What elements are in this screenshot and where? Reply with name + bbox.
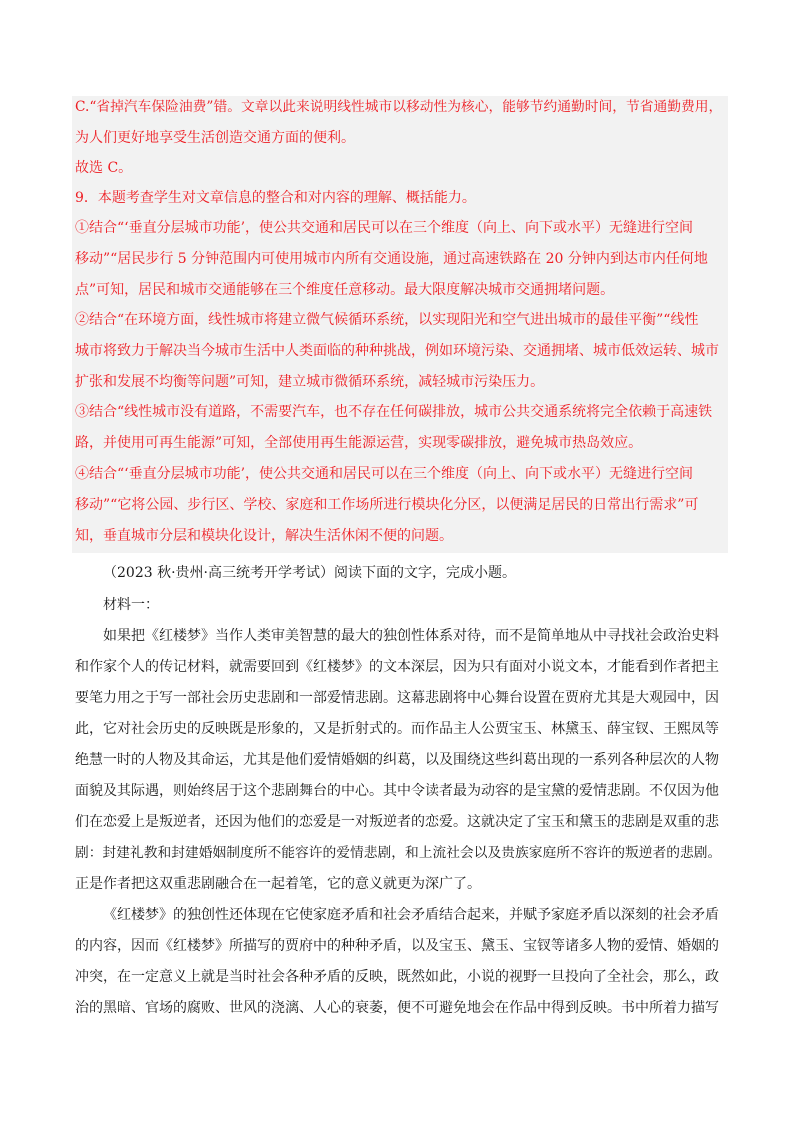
answer-line: 点”可知，居民和城市交通能够在三个维度任意移动。最大限度解决城市交通拥堵问题。 — [75, 282, 615, 298]
answer-line: 移动”“居民步行 5 分钟范围内可使用城市内所有交通设施，通过高速铁路在 20 分钟内到达市内任何地 — [75, 251, 708, 267]
answer-line: 扩张和发展不均衡等问题”可知，建立城市微循环系统，减轻城市污染压力。 — [75, 374, 545, 390]
material-line: 如果把《红楼梦》当作人类审美智慧的最大的独创性体系对待，而不是简单地从中寻找社会政治史料 — [103, 628, 719, 644]
material-line: 剧：封建礼教和封建婚姻制度所不能容许的爱情悲剧，和上流社会以及贵族家庭所不容许的叛逆者的悲剧。 — [75, 845, 722, 861]
material-line: 和作家个人的传记材料，就需要回到《红楼梦》的文本深层，因为只有面对小说文本，才能看到作者把主 — [75, 659, 719, 675]
answer-line: 故选 C。 — [75, 160, 133, 176]
answer-line: 路，并使用可再生能源”可知，全部使用再生能源运营，实现零碳排放，避免城市热岛效应。 — [75, 435, 643, 451]
material-line: 们在恋爱上是叛逆者，还因为他们的恋爱是一对叛逆者的恋爱。这就决定了宝玉和黛玉的悲剧是双重的悲 — [75, 814, 719, 830]
answer-line: 移动”“它将公园、步行区、学校、家庭和工作场所进行模块化分区，以便满足居民的日常出行需求”可 — [75, 497, 699, 513]
answer-line: ①结合“‘垂直分层城市功能’，使公共交通和居民可以在三个维度（向上、向下或水平）无缝进行空间 — [75, 220, 694, 236]
answer-line: 知，垂直城市分层和模块化设计，解决生活休闲不便的问题。 — [75, 528, 453, 544]
material-line: 此，它对社会历史的反映既是形象的，又是折射式的。而作品主人公贾宝玉、林黛玉、薛宝钗、王熙凤等 — [75, 721, 719, 737]
material-line: 要笔力用之于写一部社会历史悲剧和一部爱情悲剧。这幕悲剧将中心舞台设置在贾府尤其是大观园中，因 — [75, 690, 719, 706]
material-line: 治的黑暗、官场的腐败、世风的浇漓、人心的衰萎，便不可避免地会在作品中得到反映。书中所着力描写 — [75, 1000, 719, 1016]
material-line: 《红楼梦》的独创性还体现在它使家庭矛盾和社会矛盾结合起来，并赋予家庭矛盾以深刻的社会矛盾 — [103, 907, 719, 923]
answer-line: 为人们更好地享受生活创造交通方面的便利。 — [75, 130, 355, 146]
material-line: 冲突，在一定意义上就是当时社会各种矛盾的反映，既然如此，小说的视野一旦投向了全社会，那么，政 — [75, 969, 719, 985]
answer-line: C.“省掉汽车保险油费”错。文章以此来说明线性城市以移动性为核心，能够节约通勤时间，节省通勤费用， — [75, 99, 723, 115]
material-label: 材料一： — [103, 597, 159, 613]
answer-line: 城市将致力于解决当今城市生活中人类面临的种种挑战，例如环境污染、交通拥堵、城市低效运转、城市 — [75, 343, 719, 359]
answer-line: ④结合“‘垂直分层城市功能’，使公共交通和居民可以在三个维度（向上、向下或水平）无缝进行空间 — [75, 466, 694, 482]
material-line: 的内容，因而《红楼梦》所描写的贾府中的种种矛盾，以及宝玉、黛玉、宝钗等诸多人物的爱情、婚姻的 — [75, 938, 719, 954]
material-line: 面貌及其际遇，则始终居于这个悲剧舞台的中心。其中令读者最为动容的是宝黛的爱情悲剧。不仅因为他 — [75, 783, 719, 799]
question-intro: （2023 秋·贵州·高三统考开学考试）阅读下面的文字，完成小题。 — [103, 565, 516, 581]
answer-line: ③结合“线性城市没有道路，不需要汽车，也不存在任何碳排放，城市公共交通系统将完全依赖于高速铁 — [75, 404, 713, 420]
answer-line: ②结合“在环境方面，线性城市将建立微气候循环系统，以实现阳光和空气进出城市的最佳平衡”“线性 — [75, 312, 699, 328]
material-line: 绝慧一时的人物及其命运，尤其是他们爱情婚姻的纠葛，以及围绕这些纠葛出现的一系列各种层次的人物 — [75, 752, 719, 768]
answer-line: 9．本题考查学生对文章信息的整合和对内容的理解、概括能力。 — [75, 190, 476, 206]
material-line: 正是作者把这双重悲剧融合在一起着笔，它的意义就更为深广了。 — [75, 876, 481, 892]
